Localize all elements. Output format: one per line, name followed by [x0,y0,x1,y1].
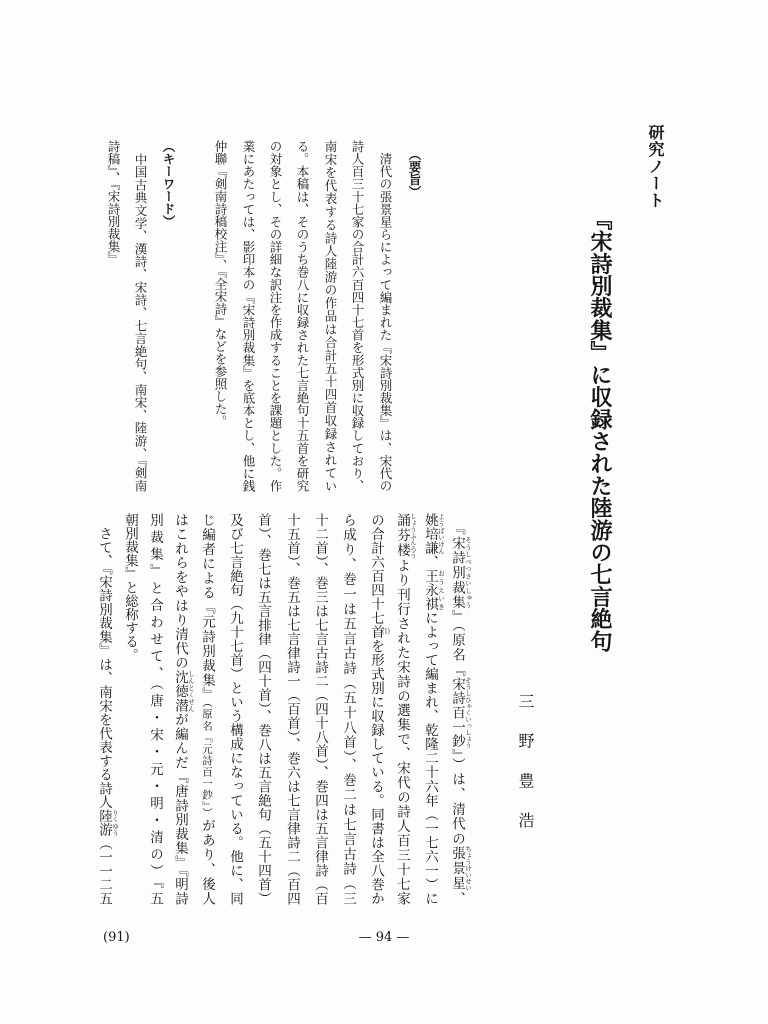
text-run: じ編者による『元詩別裁集』 [199,513,215,703]
body-line [141,513,169,905]
page-number: — 94 — [358,930,410,945]
ruby-base: 宋詩百一鈔 [449,676,465,749]
author-name: 三野豊浩 [516,693,535,828]
body-line [278,513,306,905]
parenthetical-run: （原名『元詩百一鈔』） [201,702,213,819]
text-run: 及び七言絶句（九十七首）という構成になっている。他に、同 [227,513,243,905]
text-run: を形式別に収録している。同書は全八巻か [368,639,384,906]
body-line [249,513,277,905]
body-line [193,513,221,905]
original-page-number: (91) [103,930,130,945]
ruby-base: 首 [368,625,384,640]
text-run: 『 [449,513,465,536]
ruby-base: 誦芬楼 [394,513,410,559]
ruby-word [394,513,417,559]
ruby-base: 王永祺 [422,569,438,612]
text-run: はこれらをやはり清代の [172,513,188,670]
note-marker: (1) [382,628,390,636]
ruby-reading: ようばいけん [437,513,445,555]
body-line [444,513,472,905]
body-line [116,513,144,905]
ruby-reading: ちょうけいせい [464,845,472,892]
abstract-line: 詩人百三十七家の合計六百四十七首を形式別に収録しており、 [350,140,365,492]
body-line [389,513,417,905]
abstract-line: 南宋を代表する詩人陸游の作品は合計五十四首収録されてい [323,140,338,492]
text-run: ら成り、巻一は五言古詩（五十八首）、巻二は七言古詩（三 [340,513,356,905]
text-run: によって編まれ、乾隆二十六年（一七六一）に [422,611,438,906]
ruby-word [449,535,472,610]
body-line [362,513,390,905]
ruby-reading: りくゆう [111,808,119,837]
text-run: 朝別裁集』と総称する。 [122,513,138,662]
text-run: さて、『宋詩別裁集』は、南宋を代表する詩人 [96,513,112,809]
abstract-line: 清代の張景星らによって編まれた『宋詩別裁集』は、宋代の [378,140,393,492]
ruby-word [422,513,445,556]
body-line [417,513,445,905]
ruby-base: 宋詩別裁集 [449,535,465,610]
note-reference [368,625,390,640]
body-line [221,513,249,905]
body-line [167,513,195,905]
ruby-base: 陸游 [96,808,112,837]
keywords-line: 詩稿』、『宋詩別裁集』 [106,140,121,265]
text-run: 、 [449,890,465,906]
abstract-line: の対象とし、その詳細な訳注を作成することを課題とした。作 [268,140,283,492]
ruby-word [422,569,445,612]
keywords-heading: （キーワード） [161,140,176,228]
body-line [306,513,334,905]
ruby-reading: おうえいき [437,569,445,611]
body-line [334,513,362,905]
section-label: 研究ノート [646,124,665,208]
text-run: の合計六百四十七 [368,513,384,626]
body-line [91,513,119,905]
article-title: 『宋詩別裁集』に収録された陸游の七言絶句 [587,208,613,652]
text-run: 首）、巻七は五言排律（四十首）、巻八は五言絶句（五十四首） [255,513,271,905]
ruby-reading: しんとくせん [187,669,195,713]
text-run: があり、後人 [199,818,215,906]
ruby-word [449,676,472,749]
text-run: 』）は、清代の [449,748,465,847]
abstract-line: 仲聯『剣南詩稿校注』、『全宋詩』などを参照した。 [213,140,228,428]
text-run: が編んだ『唐詩別裁集』『明詩 [172,712,188,906]
ruby-reading: そうしひゃくいっしょう [464,676,472,749]
text-run: 別裁集』と合わせて、（唐・宋・元・明・清の）『五 [147,513,163,905]
ruby-base: 沈徳潜 [172,669,188,713]
text-run: 』（原名『 [449,609,465,678]
ruby-word [172,669,195,713]
text-run: 、 [422,555,438,570]
ruby-reading: しょうふんろう [409,513,417,559]
text-run: 十五首）、巻五は七言律詩一（百首）、巻六は七言律詩二（百四 [284,513,300,905]
text-run: （一一二五 [96,836,112,906]
text-run: 十二首）、巻三は七言古詩二（四十八首）、巻四は五言律詩（百 [312,513,328,905]
abstract-line: る。本稿は、そのうち巻八に収録された七言絶句十五首を研究 [295,140,310,492]
ruby-reading: そうしべつさいしゅう [464,535,472,609]
keywords-line: 中国古典文学、漢詩、宋詩、七言絶句、南宋、陸游、『剣南 [133,140,148,492]
ruby-word [96,808,119,837]
ruby-base: 張景星 [449,845,465,892]
ruby-base: 姚培謙 [422,513,438,556]
ruby-word [449,845,472,892]
text-run: より刊行された宋詩の選集で、宋代の詩人百三十七家 [394,557,410,905]
abstract-heading: （要旨） [407,148,422,198]
abstract-line: 業にあたっては、影印本の『宋詩別裁集』を底本とし、他に銭 [241,140,256,492]
